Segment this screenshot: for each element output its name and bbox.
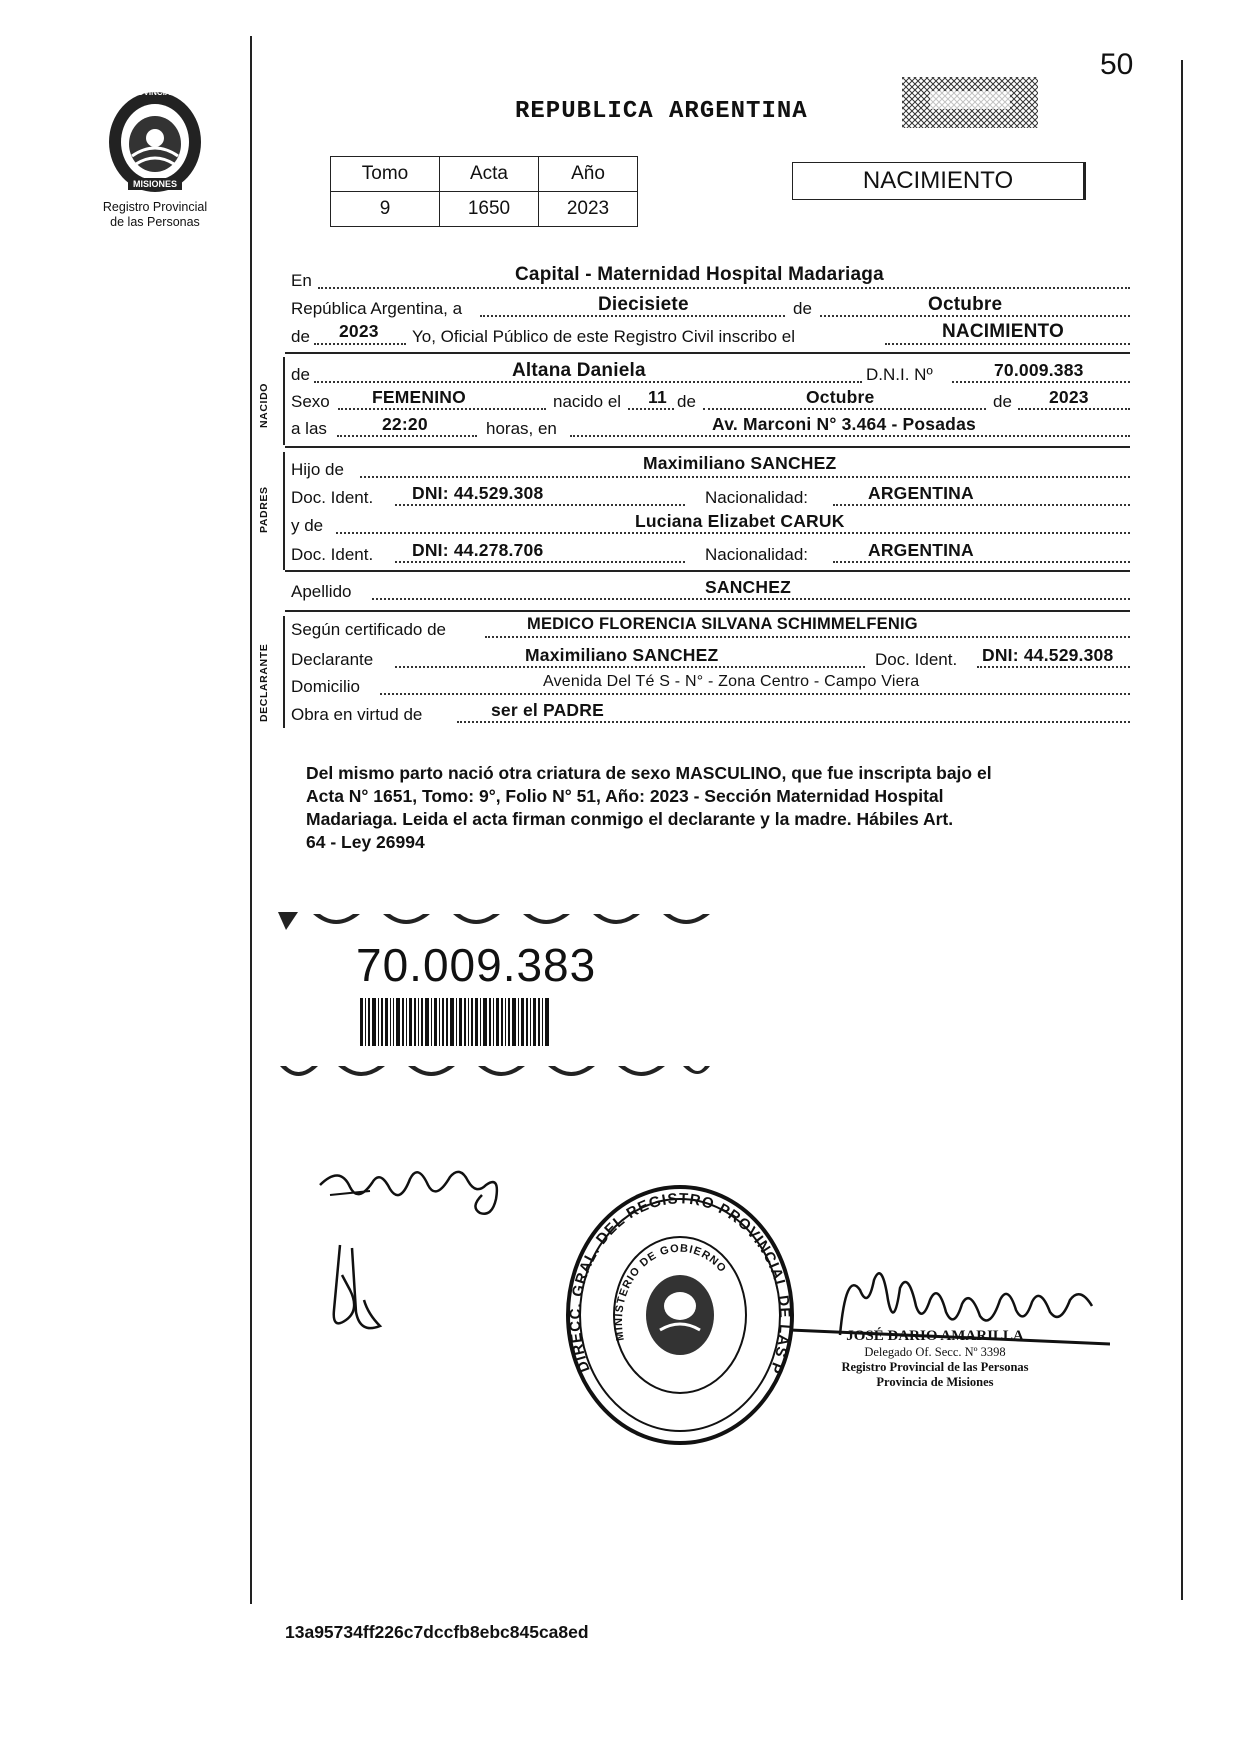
registry-seal-icon bbox=[560, 1180, 800, 1450]
certificado-dots bbox=[485, 636, 1130, 638]
lugar-value: Av. Marconi N° 3.464 - Posadas bbox=[712, 414, 976, 434]
table-value-tomo: 9 bbox=[331, 192, 440, 227]
certificado-label: Según certificado de bbox=[291, 620, 446, 639]
nac1-value: ARGENTINA bbox=[868, 483, 974, 503]
section-bar-nacido bbox=[283, 357, 285, 445]
right-margin-rule bbox=[1181, 60, 1183, 1600]
horas-en-label: horas, en bbox=[486, 419, 557, 438]
republica-label: República Argentina, a bbox=[291, 299, 463, 318]
official-name: JOSÉ DARIO AMARILLA bbox=[846, 1328, 1024, 1344]
nac-year-dots bbox=[1018, 408, 1130, 410]
table-value-acta: 1650 bbox=[440, 192, 539, 227]
official-block bbox=[805, 1328, 1065, 1390]
doc2-value: DNI: 44.278.706 bbox=[412, 540, 544, 560]
section-divider-3 bbox=[285, 570, 1130, 572]
oficial-text: Yo, Oficial Público de este Registro Civil inscribo el bbox=[412, 327, 795, 346]
apellido-dots bbox=[372, 598, 1130, 600]
en-value: Capital - Maternidad Hospital Madariaga bbox=[515, 264, 884, 285]
nac-month-value: Octubre bbox=[806, 387, 875, 407]
registry-table bbox=[330, 156, 638, 227]
security-seal bbox=[900, 75, 1040, 130]
domicilio-label: Domicilio bbox=[291, 677, 360, 696]
stamp-inner-text: MINISTERIO DE GOBIERNO bbox=[612, 1242, 729, 1342]
en-dots bbox=[318, 287, 1130, 289]
nac-month-dots bbox=[703, 408, 986, 410]
hora-dots bbox=[337, 435, 477, 437]
section-bar-declarante bbox=[283, 616, 285, 728]
table-value-anio: 2023 bbox=[539, 192, 638, 227]
certificado-value: MEDICO FLORENCIA SILVANA SCHIMMELFENIG bbox=[527, 615, 918, 633]
left-margin-rule bbox=[250, 36, 252, 1604]
domicilio-value: Avenida Del Té S - N° - Zona Centro - Campo Viera bbox=[543, 673, 920, 690]
note-line-2: Acta N° 1651, Tomo: 9°, Folio N° 51, Año: 2023 - Sección Maternidad Hospital bbox=[306, 786, 944, 806]
nombre-value: Altana Daniela bbox=[512, 360, 646, 381]
sticker-bottom-pattern bbox=[278, 1062, 718, 1084]
doc1-label: Doc. Ident. bbox=[291, 488, 374, 507]
nac2-dots bbox=[833, 561, 1130, 563]
apellido-value: SANCHEZ bbox=[705, 577, 791, 597]
inscribe-dots bbox=[885, 343, 1130, 345]
month-value: Octubre bbox=[928, 294, 1003, 315]
alas-label: a las bbox=[291, 419, 327, 438]
month-de-label: de bbox=[793, 299, 812, 318]
signature-scribble-icon bbox=[310, 1155, 520, 1235]
nac2-value: ARGENTINA bbox=[868, 540, 974, 560]
doc1-value: DNI: 44.529.308 bbox=[412, 483, 544, 503]
emblem-caption-2: de las Personas bbox=[110, 215, 200, 229]
document-type-box bbox=[792, 162, 1086, 200]
year-dots bbox=[314, 343, 406, 345]
doc2-dots bbox=[395, 561, 685, 563]
doc3-value: DNI: 44.529.308 bbox=[982, 645, 1114, 665]
table-header-tomo: Tomo bbox=[331, 157, 440, 192]
section-divider-1 bbox=[285, 352, 1130, 354]
emblem-bottom-text: MISIONES bbox=[132, 179, 177, 189]
nac-day-dots bbox=[628, 408, 674, 410]
stamp-outer-text: DIRECC. GRAL. DEL REGISTRO PROVINCIAL DE LAS P bbox=[566, 1190, 794, 1377]
nac2-label: Nacionalidad: bbox=[705, 545, 809, 564]
nac-day-value: 11 bbox=[648, 387, 667, 407]
section-divider-4 bbox=[285, 610, 1130, 612]
doc3-dots bbox=[977, 666, 1130, 668]
madre-dots bbox=[336, 532, 1130, 534]
declarant-signature bbox=[310, 1155, 520, 1240]
hora-value: 22:20 bbox=[382, 414, 428, 434]
nacido-el-label: nacido el bbox=[553, 392, 622, 411]
official-line-2: Registro Provincial de las Personas bbox=[841, 1360, 1029, 1374]
document-title: REPUBLICA ARGENTINA bbox=[515, 98, 808, 125]
section-label-nacido: NACIDO bbox=[258, 382, 270, 428]
nac-year-value: 2023 bbox=[1049, 387, 1089, 407]
note-line-4: 64 - Ley 26994 bbox=[306, 832, 425, 852]
signature-initial-icon bbox=[320, 1240, 390, 1340]
doc1-dots bbox=[395, 504, 685, 506]
mother-signature bbox=[320, 1240, 390, 1345]
domicilio-dots bbox=[380, 693, 1130, 695]
official-line-1: Delegado Of. Secc. Nº 3398 bbox=[864, 1345, 1006, 1359]
day-value: Diecisiete bbox=[598, 294, 689, 315]
section-label-padres: PADRES bbox=[258, 486, 270, 533]
note-line-1: Del mismo parto nació otra criatura de sexo MASCULINO, que fue inscripta bajo el bbox=[306, 763, 992, 783]
province-emblem bbox=[100, 80, 210, 195]
note-line-3: Madariaga. Leida el acta firman conmigo el declarante y la madre. Hábiles Art. bbox=[306, 809, 954, 829]
dni-label: D.N.I. Nº bbox=[866, 365, 933, 384]
declarante-label: Declarante bbox=[291, 650, 374, 669]
footer-hash: 13a95734ff226c7dccfb8ebc845ca8ed bbox=[285, 1622, 589, 1642]
section-bar-padres bbox=[283, 452, 285, 570]
dni-dots bbox=[952, 381, 1130, 383]
doc2-label: Doc. Ident. bbox=[291, 545, 374, 564]
misiones-shield-icon bbox=[100, 80, 210, 195]
emblem-caption-1: Registro Provincial bbox=[102, 200, 208, 214]
obra-value: ser el PADRE bbox=[491, 700, 604, 720]
page-number: 50 bbox=[1100, 48, 1134, 81]
sticker-top-pattern bbox=[278, 910, 718, 932]
sexo-dots bbox=[338, 408, 546, 410]
dni-value: 70.009.383 bbox=[994, 360, 1084, 380]
lugar-dots bbox=[570, 435, 1130, 437]
table-header-acta: Acta bbox=[440, 157, 539, 192]
security-hologram-icon bbox=[900, 75, 1040, 130]
padre-value: Maximiliano SANCHEZ bbox=[643, 453, 837, 473]
apellido-label: Apellido bbox=[291, 582, 352, 601]
emblem-arc-text: PROVINCIA DE bbox=[126, 88, 184, 97]
document-type-label: NACIMIENTO bbox=[862, 167, 1014, 194]
en-label: En bbox=[291, 271, 312, 290]
sticker-barcode bbox=[360, 998, 610, 1046]
madre-value: Luciana Elizabet CARUK bbox=[635, 511, 845, 531]
inscribe-value: NACIMIENTO bbox=[942, 321, 1064, 342]
nombre-de-label: de bbox=[291, 365, 310, 384]
doc3-label: Doc. Ident. bbox=[875, 650, 958, 669]
declarante-dots bbox=[395, 666, 865, 668]
nac-de2-label: de bbox=[993, 392, 1012, 411]
nac1-dots bbox=[833, 504, 1130, 506]
obra-label: Obra en virtud de bbox=[291, 705, 423, 724]
year-value: 2023 bbox=[339, 321, 379, 341]
section-divider-2 bbox=[285, 446, 1130, 448]
padre-dots bbox=[360, 476, 1130, 478]
birth-note bbox=[306, 762, 1146, 854]
sexo-label: Sexo bbox=[291, 392, 330, 411]
section-label-declarante: DECLARANTE bbox=[258, 643, 270, 722]
sexo-value: FEMENINO bbox=[372, 387, 466, 407]
official-line-3: Provincia de Misiones bbox=[876, 1375, 994, 1389]
declarante-value: Maximiliano SANCHEZ bbox=[525, 645, 719, 665]
year-prefix-label: de bbox=[291, 327, 310, 346]
sticker-id-number: 70.009.383 bbox=[356, 939, 597, 991]
nac-de1-label: de bbox=[677, 392, 696, 411]
table-header-anio: Año bbox=[539, 157, 638, 192]
obra-dots bbox=[457, 721, 1130, 723]
y-de-label: y de bbox=[291, 516, 324, 535]
official-stamp bbox=[560, 1180, 800, 1450]
hijo-de-label: Hijo de bbox=[291, 460, 344, 479]
id-sticker bbox=[278, 910, 718, 1090]
nac1-label: Nacionalidad: bbox=[705, 488, 809, 507]
